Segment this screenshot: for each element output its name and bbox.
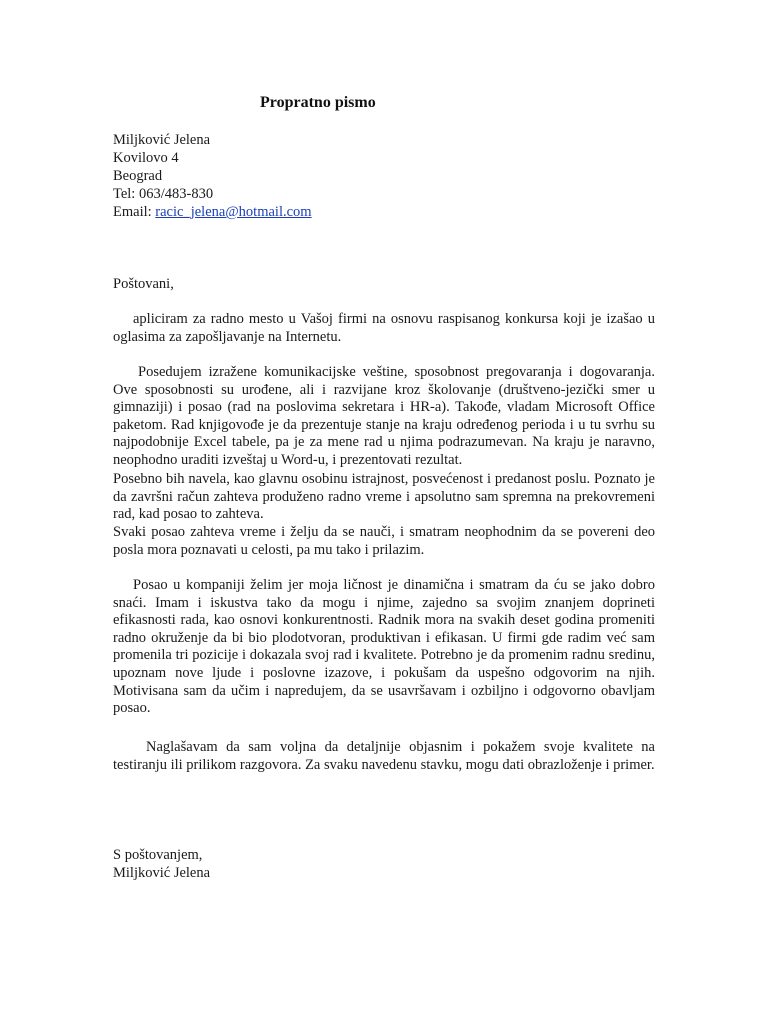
greeting: Poštovani,: [113, 276, 174, 292]
paragraph-motivation: Posao u kompaniji želim jer moja ličnost je dinamična i smatram da ću se jako dobro snaći. Imam i iskustva tako da mogu i njime, zajedno sa svojim znanjem doprineti efikasnosti rada, kao osnovi konkurentnosti. Radnik mora na svakih deset godina promeniti radno okruženje da bi bio plodotvoran, produktivan i efikasan. U firmi gde radim već sam promenila tri pozicije i dokazala svoj rad i kvalitete. Potrebno je da promenim radnu sredinu, upoznam nove ljude i poslovne izazove, i pokušam da uspešno odgovorim na njih. Motivisana sam da učim i napredujem, da se usavršavam i ozbiljno i odgovorno obavljam posao.: [113, 577, 655, 717]
sender-name: Miljković Jelena: [113, 132, 211, 148]
paragraph-intro: apliciram za radno mesto u Vašoj firmi na osnovu raspisanog konkursa koji je izašao u oglasima za zapošljavanje na Internetu.: [113, 311, 655, 345]
signature: Miljković Jelena: [113, 865, 211, 881]
paragraph-learning: Svaki posao zahteva vreme i želju da se nauči, i smatram neophodnim da se povereni deo posla mora poznavati u celosti, pa mu tako i prilazim.: [113, 524, 655, 558]
closing: S poštovanjem,: [113, 847, 203, 863]
paragraph-interview: Naglašavam da sam voljna da detaljnije objasnim i pokažem svoje kvalitete na testiranju ili prilikom razgovora. Za svaku navedenu stavku, mogu dati obrazloženje i primer.: [113, 739, 655, 773]
paragraph-skills: Posedujem izražene komunikacijske veštine, sposobnost pregovaranja i dogovaranja. Ove sposobnosti su urođene, ali i razvijane kroz školovanje (društveno-jezički smer u gimnaziji) i posao (rad na poslovima sekretara i HR-a). Takođe, vladam Microsoft Office paketom. Rad knjigovođe je da prezentuje stanje na kraju određenog perioda i u tu svrhu su najpodobnije Excel tabele, pa je za mene rad u njima podrazumevan. Na kraju je naravno, neophodno uraditi izveštaj u Word-u, i prezentovati rezultat.: [113, 364, 655, 468]
sender-phone: Tel: 063/483-830: [113, 186, 214, 202]
sender-street: Kovilovo 4: [113, 150, 179, 166]
sender-city: Beograd: [113, 168, 163, 184]
sender-email-line: [113, 204, 312, 221]
email-link[interactable]: racic_jelena@hotmail.com: [155, 204, 312, 220]
paragraph-traits: Posebno bih navela, kao glavnu osobinu istrajnost, posvećenost i predanost poslu. Poznato je da završni račun zahteva produženo radno vreme i apsolutno sam spremna na prekovremeni rad, kad posao to zahteva.: [113, 471, 655, 523]
email-label: Email:: [113, 204, 156, 220]
letter-title: Propratno pismo: [260, 94, 376, 111]
